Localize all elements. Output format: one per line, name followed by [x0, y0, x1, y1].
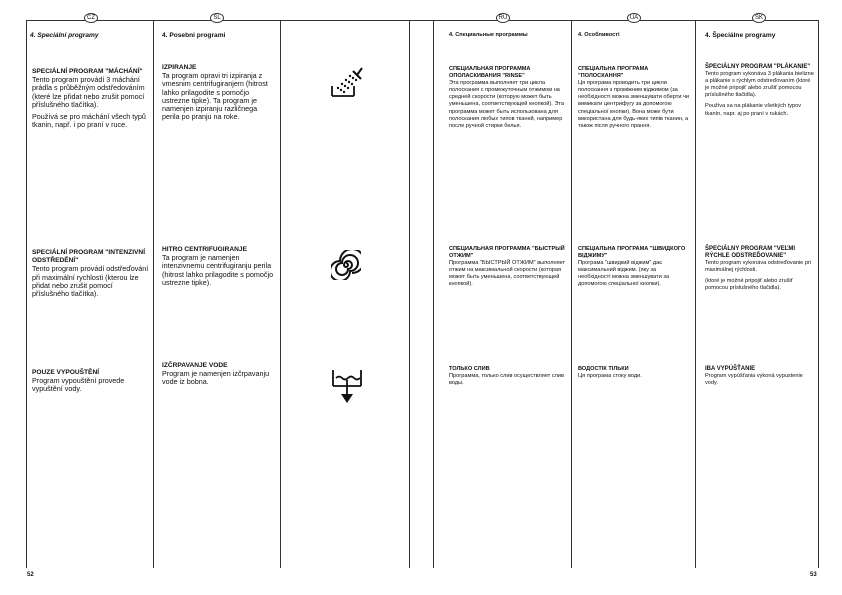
column-divider-5 — [571, 20, 572, 568]
lang-badge-ua: UA — [627, 13, 641, 23]
sk-rinse-text-2: Používa sa na plákanie všetkých typov tkanín, napr. aj po praní v rukách. — [705, 103, 802, 117]
ru-drain-heading: ТОЛЬКО СЛИВ — [449, 366, 490, 372]
sk-section-title: 4. Špeciálne programy — [705, 32, 776, 39]
column-divider-3 — [409, 20, 410, 568]
sl-drain-section — [162, 362, 276, 391]
sl-rinse-section — [162, 64, 276, 125]
cz-rinse-text-2: Používá se pro máchání všech typů tkanin, např. i po praní v ruce. — [32, 112, 146, 130]
sl-drain-text: Program je namenjen izčrpavanju vode iz bobna. — [162, 369, 270, 387]
sk-spin-text: Tento program vykonáva odstreďovanie pri maximálnej rýchlosti. — [705, 260, 812, 274]
ru-drain-text: Программа, только слив осуществляет слив воды. — [449, 373, 565, 387]
cz-section-title: 4. Speciální programy — [30, 32, 99, 39]
sl-spin-text: Ta program je namenjen intenzivnemu centrifugiranju perila (hitrost lahko prilagodite s pomočjo ustrezne tipke). — [162, 253, 274, 287]
lang-badge-cz: CZ — [84, 13, 98, 23]
left-page-number: 52 — [27, 572, 34, 578]
cz-drain-text: Program vypouštění provede vypuštění vody. — [32, 376, 125, 394]
ru-section-title: 4. Специальные программы — [449, 32, 528, 38]
drain-arrow-icon — [330, 368, 364, 406]
sl-rinse-text: Ta program opravi tri izpiranja z vmesnim centrifugiranjem (hitrost lahko prilagodite s pomočjo ustrezne tipke). Ta program je namenjen izpiranju različnega perila po pranju na roke. — [162, 71, 268, 122]
ru-rinse-heading: СПЕЦИАЛЬНАЯ ПРОГРАММА ОПОЛАСКИВАНИЯ "RINSE" — [449, 66, 531, 80]
sk-rinse-section — [705, 64, 815, 122]
sl-section-title: 4. Posebni programi — [162, 32, 226, 39]
lang-badge-sk: SK — [752, 13, 766, 23]
ua-spin-text: Програма "швидкий віджим" дає максимальний віджим. (яку за необхідності можна зменшувати за допомогою спеціальної кнопки). — [578, 260, 670, 288]
left-page-border — [26, 20, 27, 568]
cz-drain-section — [32, 369, 150, 398]
lang-badge-ru: RU — [496, 13, 510, 23]
ru-spin-section — [449, 246, 567, 293]
cz-rinse-heading: SPECIÁLNÍ PROGRAM "MÁCHÁNÍ" — [32, 68, 143, 75]
sl-spin-heading: HITRO CENTRIFUGIRANJE — [162, 246, 247, 253]
sk-spin-section — [705, 246, 815, 297]
ua-rinse-heading: СПЕЦІАЛЬНА ПРОГРАМА "ПОЛОСКАННЯ" — [578, 66, 649, 80]
ua-drain-text: Ця програма стоку води. — [578, 373, 642, 380]
sk-rinse-heading: ŠPECIÁLNY PROGRAM "PLÁKANIE" — [705, 64, 811, 70]
sl-rinse-heading: IZPIRANJE — [162, 64, 197, 71]
spin-spiral-icon — [331, 250, 361, 280]
cz-drain-heading: POUZE VYPOUŠTĚNÍ — [32, 369, 100, 376]
sk-drain-heading: IBA VYPÚŠŤANIE — [705, 366, 756, 372]
ru-spin-heading: СПЕЦИАЛЬНАЯ ПРОГРАММА "БЫСТРЫЙ ОТЖИМ" — [449, 246, 565, 260]
ru-drain-section — [449, 366, 567, 391]
sk-drain-text: Program vypúšťania vykoná vypustenie vody. — [705, 373, 803, 387]
ua-spin-heading: СПЕЦІАЛЬНА ПРОГРАМА "ШВИДКОГО ВІДЖИМУ" — [578, 246, 686, 260]
ua-section-title: 4. Особливості — [578, 32, 620, 38]
sl-spin-section — [162, 246, 276, 291]
cz-rinse-section — [32, 68, 150, 133]
column-divider-4 — [433, 20, 434, 568]
sk-drain-section — [705, 366, 815, 391]
lang-badge-sl: SL — [210, 13, 224, 23]
ua-rinse-section — [578, 66, 690, 134]
cz-rinse-text: Tento program provádí 3 máchání prádla s průběžným odstředováním (které lze přidat nebo zrušit pomocí příslušného tlačítka). — [32, 75, 145, 109]
column-divider-2 — [280, 20, 281, 568]
ru-spin-text: Программа "БЫСТРЫЙ ОТЖИМ" выполняет отжим на максимальной скорости (которая может быть уменьшена, соответствующей кнопкой). — [449, 260, 566, 288]
right-page-number: 53 — [810, 572, 817, 578]
column-divider-1 — [153, 20, 154, 568]
rinse-shower-icon — [326, 62, 366, 102]
column-divider-6 — [695, 20, 696, 568]
cz-spin-heading: SPECIÁLNÍ PROGRAM "INTENZIVNÍ ODSTŘEDĚNÍ" — [32, 249, 146, 265]
sl-drain-heading: IZČRPAVANJE VODE — [162, 362, 228, 369]
sk-rinse-text: Tento program vykonáva 3 plákania bielizne a plákanie s rýchlym odstreďovaním (ktoré je možné pripojiť alebo zrušiť pomocou príslušného tlačidla). — [705, 71, 814, 99]
cz-spin-section — [32, 249, 150, 302]
ru-rinse-section — [449, 66, 567, 134]
cz-spin-text: Tento program provádí odstřeďování při maximální rychlosti (kterou lze přidat nebo zrušit pomocí příslušného tlačítka). — [32, 264, 149, 299]
ua-spin-section — [578, 246, 690, 293]
right-page-border — [818, 20, 819, 568]
ua-drain-section — [578, 366, 690, 384]
sk-spin-text-2: (ktoré je možné pripojiť alebo zrušiť pomocou príslušného tlačidla). — [705, 278, 793, 292]
ru-rinse-text: Эта программа выполняет три цикла полоскания с промежуточным отжимом на средней скорости (которую может быть уменьшена, соответствующей кнопкой). Эта программа может быть использована для полоскания любых типов тканей, например после ручной стирки белья. — [449, 80, 565, 129]
ua-rinse-text: Ця програма проводить три цикли полоскання з проміжним віджимом (за необхідності можна зменшувати оберти чи вимикати центрифугу за допомогою спеціальної кнопки). Вона може бути використана для будь-яких типів тканин, а також після ручного прання. — [578, 80, 690, 129]
sk-spin-heading: ŠPECIÁLNY PROGRAM "VEĽMI RÝCHLE ODSTREĎOVANIE" — [705, 246, 796, 260]
ua-drain-heading: ВОДОСТІК ТІЛЬКИ — [578, 366, 629, 372]
